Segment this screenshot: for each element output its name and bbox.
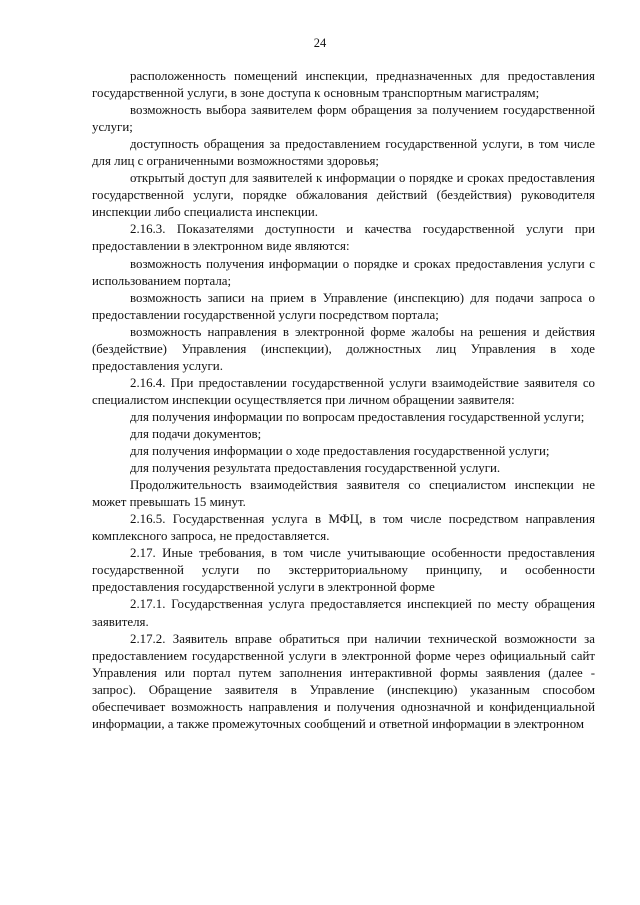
paragraph: для получения результата предоставления государственной услуги. [130,461,501,476]
paragraph: Продолжительность взаимодействия заявителя со специалистом инспекции не может превышать 15 минут. [92,478,595,510]
page-number: 24 [313,36,327,50]
paragraph: возможность направления в электронной форме жалобы на решения и действия (бездействие) Управления (инспекции), должностных лиц Управления в ходе предоставления услуги. [92,324,595,373]
paragraph: расположенность помещений инспекции, предназначенных для предоставления государственной услуги, в зоне доступа к основным транспортным магистралям; [92,69,595,101]
paragraph: 2.16.4. При предоставлении государственной услуги взаимодействие заявителя со специалистом инспекции осуществляется при личном обращении заявителя: [92,375,595,407]
paragraph: возможность записи на прием в Управление (инспекцию) для подачи запроса о предоставлении государственной услуги посредством портала; [92,290,595,322]
paragraph: 2.17. Иные требования, в том числе учитывающие особенности предоставления государственной услуги по экстерриториальному принципу, и особенности предоставления государственной услуги в электронной форме [92,546,595,595]
paragraph: 2.16.3. Показателями доступности и качества государственной услуги при предоставлении в электронном виде являются: [92,222,595,254]
paragraph: 2.17.1. Государственная услуга предоставляется инспекцией по месту обращения заявителя. [92,597,595,629]
paragraph: 2.17.2. Заявитель вправе обратиться при наличии технической возможности за предоставлением государственной услуги в электронной форме через официальный сайт Управления или портал путем заполнения интерактивной формы заявления (далее - запрос). Обращение заявителя в Управление (инспекцию) указанным способом обеспечивает возможность направления и получения однозначной и конфиденциальной информации, а также промежуточных сообщений и ответной информации в электронном [92,631,595,731]
body-text [92,68,595,733]
paragraph: для получения информации о ходе предоставления государственной услуги; [130,444,550,459]
paragraph: возможность получения информации о порядке и сроках предоставления услуги с использованием портала; [92,256,595,288]
paragraph: открытый доступ для заявителей к информации о порядке и сроках предоставления государственной услуги, порядке обжалования действий (бездействия) руководителя инспекции либо специалиста инспекции. [92,171,595,220]
paragraph: возможность выбора заявителем форм обращения за получением государственной услуги; [92,103,595,135]
paragraph: 2.16.5. Государственная услуга в МФЦ, в том числе посредством направления комплексного запроса, не предоставляется. [92,512,595,544]
paragraph: для подачи документов; [130,426,262,441]
paragraph: для получения информации по вопросам предоставления государственной услуги; [130,409,585,424]
paragraph: доступность обращения за предоставлением государственной услуги, в том числе для лиц с ограниченными возможностями здоровья; [92,137,595,169]
